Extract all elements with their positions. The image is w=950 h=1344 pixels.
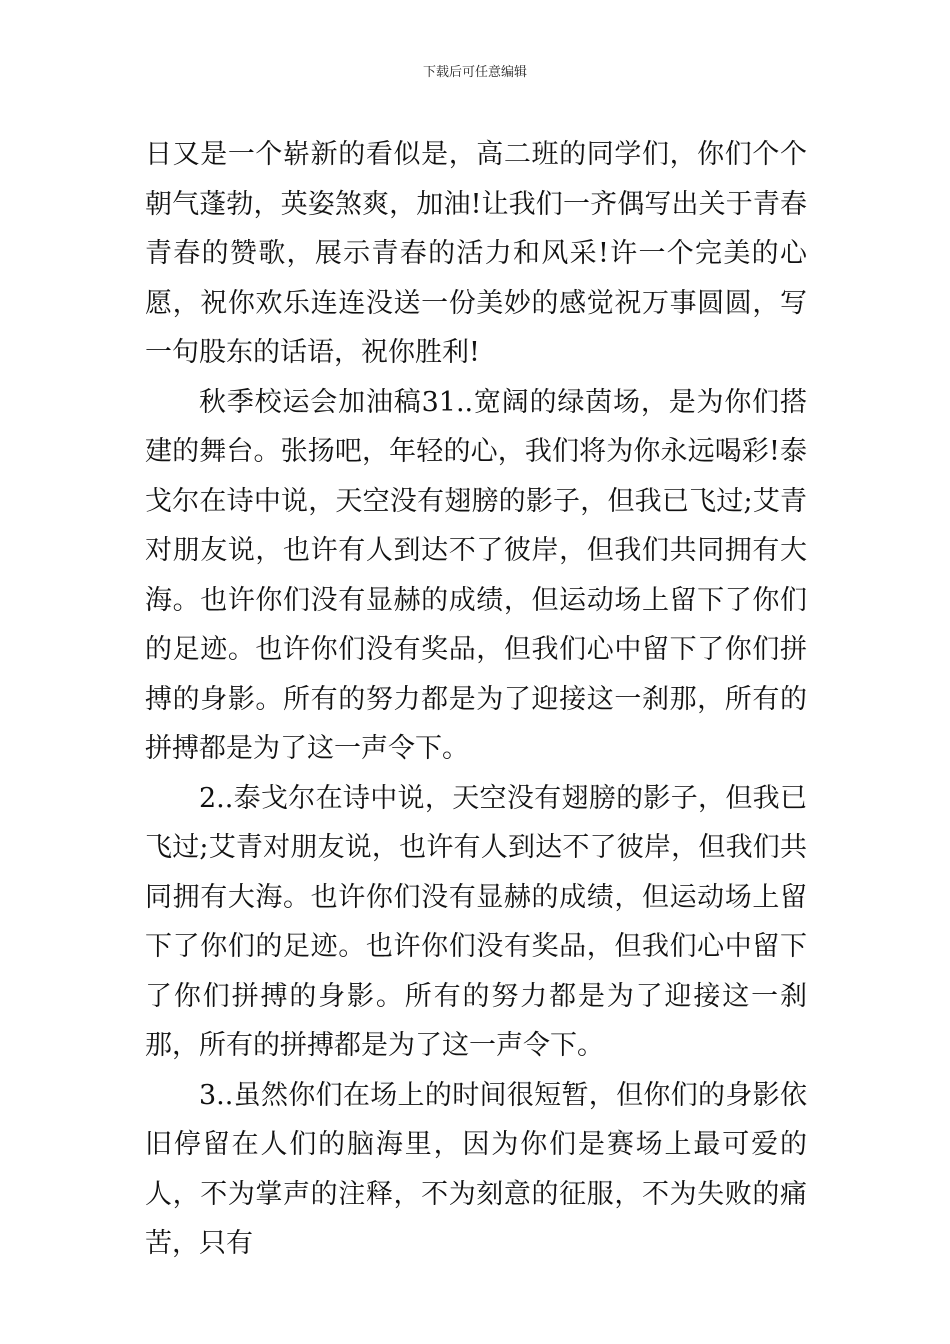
paragraph-4: 3..虽然你们在场上的时间很短暂，但你们的身影依旧停留在人们的脑海里，因为你们是赛场上最可爱的人，不为掌声的注释，不为刻意的征服，不为失败的痛苦，只有 — [145, 1079, 807, 1259]
page-header: 下载后可任意编辑 — [422, 65, 527, 80]
paragraph-3: 2..泰戈尔在诗中说，天空没有翅膀的影子，但我已飞过;艾青对朋友说，也许有人到达不了彼岸，但我们共同拥有大海。也许你们没有显赫的成绩，但运动场上留下了你们的足迹。也许你们没有奖品，但我们心中留下了你们拼搏的身影。所有的努力都是为了迎接这一刹那，所有的拼搏都是为了这一声令下。 — [145, 782, 807, 1061]
paragraph-2: 秋季校运会加油稿31..宽阔的绿茵场，是为你们搭建的舞台。张扬吧，年轻的心，我们将为你永远喝彩!泰戈尔在诗中说，天空没有翅膀的影子，但我已飞过;艾青对朋友说，也许有人到达不了彼岸，但我们共同拥有大海。也许你们没有显赫的成绩，但运动场上留下了你们的足迹。也许你们没有奖品，但我们心中留下了你们拼搏的身影。所有的努力都是为了迎接这一刹那，所有的拼搏都是为了这一声令下。 — [145, 386, 807, 764]
document-body — [145, 130, 807, 1269]
paragraph-1: 日又是一个崭新的看似是，高二班的同学们，你们个个朝气蓬勃，英姿煞爽，加油!让我们一齐偶写出关于青春青春的赞歌，展示青春的活力和风采!许一个完美的心愿，祝你欢乐连连没送一份美妙的感觉祝万事圆圆，写一句股东的话语，祝你胜利! — [145, 139, 807, 368]
